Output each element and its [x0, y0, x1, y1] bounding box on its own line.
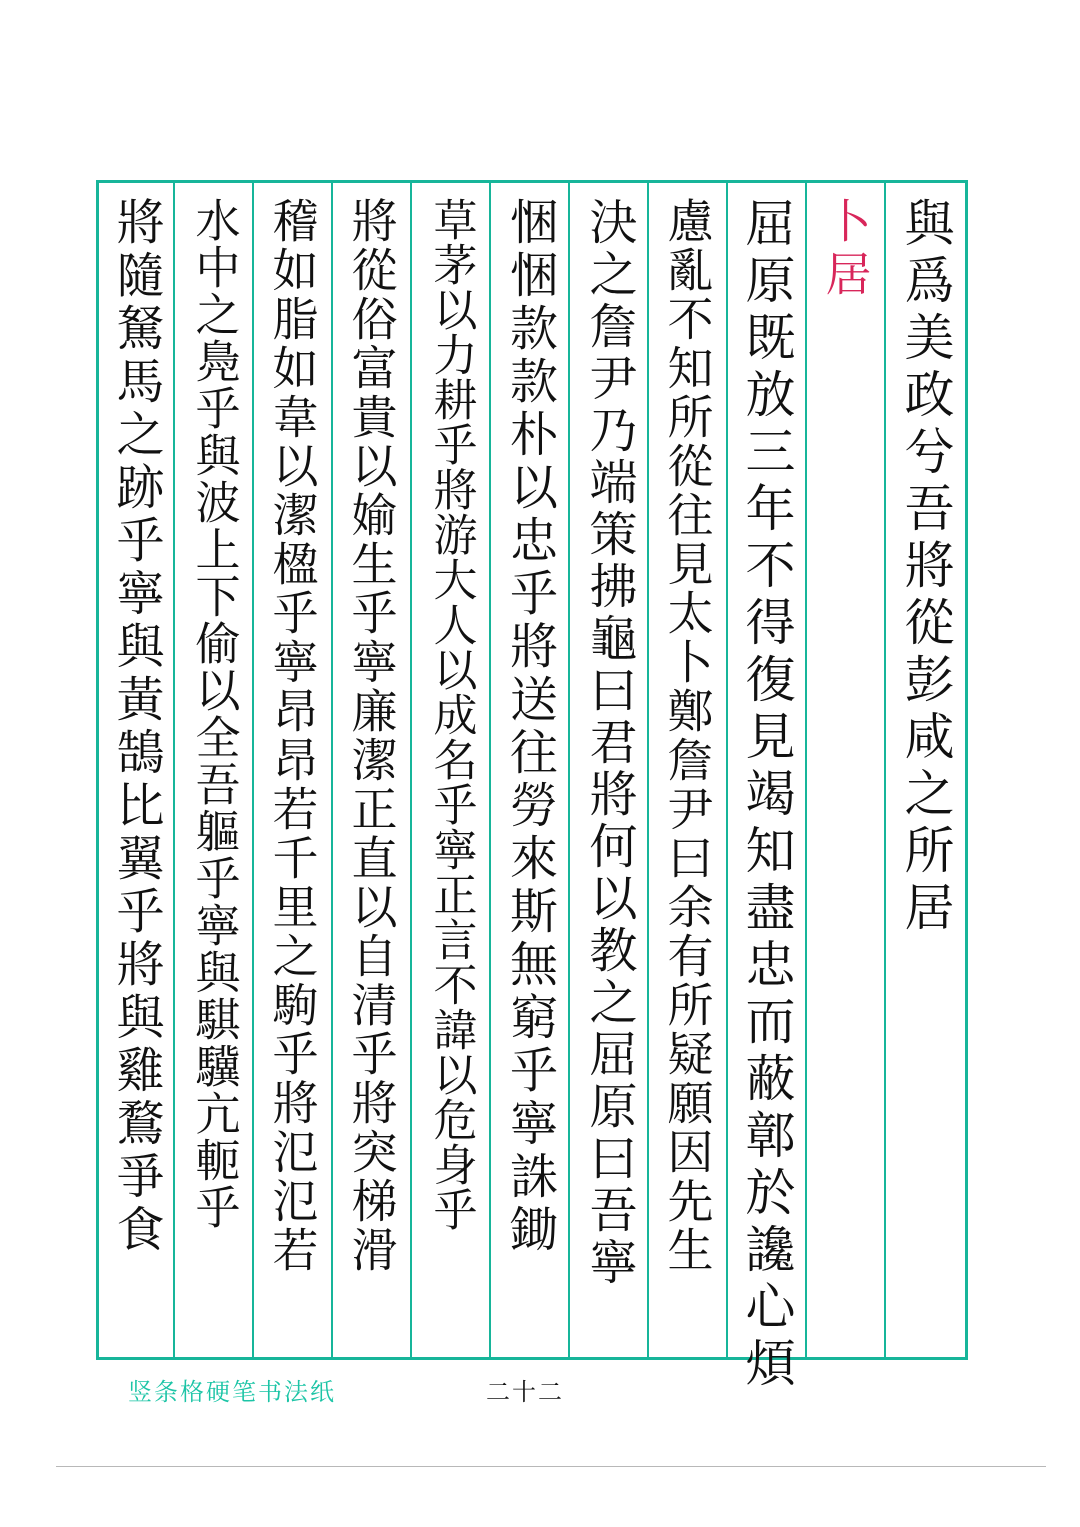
- bottom-rule: [56, 1466, 1046, 1467]
- column-text: 將隨駑馬之跡乎寧與黃鵠比翼乎將與雞鶩爭食: [108, 197, 164, 1257]
- column-divider: [252, 183, 254, 1357]
- column-3: [728, 183, 805, 1394]
- column-text: 稽如脂如韋以潔楹乎寧昂昂若千里之駒乎將氾氾若: [265, 197, 320, 1275]
- column-1: [886, 183, 965, 1357]
- column-text: 決之詹尹乃端策拂龜曰君將何以教之屈原曰吾寧: [581, 197, 637, 1289]
- column-8: [333, 183, 410, 1357]
- column-divider: [410, 183, 412, 1357]
- column-10: [175, 183, 252, 1357]
- column-text: 慮亂不知所從往見太卜鄭詹尹曰余有所疑願因先生: [660, 197, 715, 1275]
- column-4: [649, 183, 726, 1357]
- column-text: 屈原既放三年不得復見竭知盡忠而蔽鄣於讒心煩: [737, 197, 796, 1394]
- column-divider: [647, 183, 649, 1357]
- column-divider: [568, 183, 570, 1357]
- column-divider: [884, 183, 886, 1357]
- column-6: [491, 183, 568, 1357]
- column-11: [99, 183, 173, 1357]
- column-text: 與爲美政兮吾將從彭咸之所居: [896, 197, 955, 938]
- column-text: 將從俗富貴以媮生乎寧廉潔正直以自清乎將突梯滑: [344, 197, 399, 1275]
- column-7: [412, 183, 489, 1357]
- column-divider: [805, 183, 807, 1357]
- paper-brand-label: 竖条格硬笔书法纸: [128, 1378, 336, 1406]
- column-divider: [489, 183, 491, 1357]
- column-text: 水中之鳧乎與波上下偷以全吾軀乎寧與騏驥亢軛乎: [187, 197, 241, 1231]
- section-title: 卜居: [818, 197, 873, 303]
- column-divider: [331, 183, 333, 1357]
- column-9: [254, 183, 331, 1357]
- column-divider: [726, 183, 728, 1357]
- column-text: 悃悃款款朴以忠乎將送往勞來斯無窮乎寧誅鋤: [501, 197, 558, 1257]
- column-2: [807, 183, 884, 1357]
- column-5: [570, 183, 647, 1357]
- column-text: 草茅以力耕乎將游大人以成名乎寧正言不諱以危身乎: [425, 197, 477, 1232]
- column-divider: [173, 183, 175, 1357]
- page-number: 二十二: [486, 1378, 564, 1406]
